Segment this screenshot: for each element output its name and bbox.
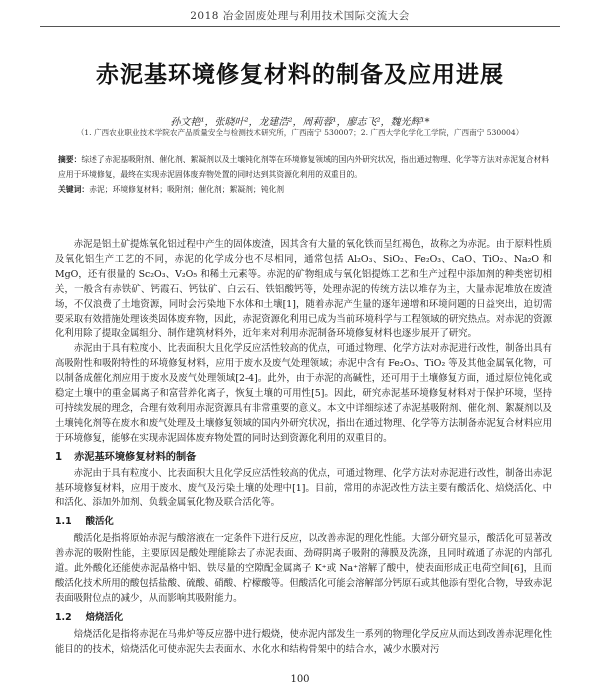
subsection-1-1-title: 酸活化 <box>85 516 114 528</box>
section-1-title: 赤泥基环境修复材料的制备 <box>74 451 197 463</box>
subsection-1-1-number: 1.1 <box>55 516 72 528</box>
keywords-paragraph <box>58 182 550 197</box>
abstract-label: 摘要： <box>58 155 82 164</box>
keywords-text: 赤泥；环境修复材料；吸附剂；催化剂；絮凝剂；钝化剂 <box>89 185 285 194</box>
running-header: 2018 冶金固废处理与利用技术国际交流大会 <box>40 8 560 27</box>
subsection-1-2-heading <box>55 611 552 626</box>
abstract-text: 综述了赤泥基吸附剂、催化剂、絮凝剂以及土壤钝化剂等在环境修复领域的国内外研究状况，指出通过物理、化学等方法对赤泥复合材料应用于环境修复，最终在实现赤泥固体废弃物处置的同时达到其资源化利用的双重目的。 <box>58 155 550 179</box>
subsection-1-2-title: 焙烧活化 <box>85 611 124 623</box>
subsection-1-2-number: 1.2 <box>55 611 72 623</box>
abstract-block <box>58 152 550 197</box>
section-1-heading <box>55 451 552 466</box>
subsection-1-1-paragraph: 酸活化是指将原始赤泥与酸溶液在一定条件下进行反应，以改善赤泥的理化性能。大部分研究显示，酸活化可显著改善赤泥的吸附性能，主要原因是酸处理能除去了赤泥表面、劲碍阴离子吸附的薄膜及洗涤，且同时疏通了赤泥的内部孔道。此外酸化还能使赤泥晶格中铝、铁尽量的空隙配金属离子 K⁺或 Na⁺溶解了酸中，使表面形成正电荷空间[6]，且而酸活化技术所用的酸包括盐酸、硫酸、硝酸、柠檬酸等。但酸活化可能会溶解部分钙原石或其他添有型化合物，导致赤泥表面吸附位点的减少，从而影响其吸附能力。 <box>55 533 552 604</box>
section-1-paragraph: 赤泥由于具有粒度小、比表面积大且化学反应活性较高的优点，可通过物理、化学方法对赤泥进行改性，制备出赤泥基环境修复材料，应用于废水、废气及污染土壤的处理中[1]。目前，常用的赤泥改性方法主要有酸活化、焙烧活化、中和活化、添加外加剂、负载金属氧化物及联合活化等。 <box>55 467 552 509</box>
intro-paragraph-1: 赤泥是铝土矿提炼氧化铝过程中产生的固体废渣，因其含有大量的氧化铁而呈红褐色，故称之为赤泥。由于原料性质及氧化铝生产工艺的不同，赤泥的化学成分也不尽相同，通常包括 Al₂O₃、SiO₂、Fe₂O₃、CaO、TiO₂、Na₂O 和 MgO，还有很量的 Sc₂O₃、V₂O₅ 和稀土元素等。赤泥的矿物组成与氧化铝提炼工艺和生产过程中添加剂的种类密切相关，一般含有赤铁矿、钙霞石、钙钛矿、白云石、铁铝酸钙等，处理赤泥的传统方法以堆存为主，大量赤泥堆放在废渣场，不仅浪费了土地资源，同时会污染地下水体和土壤[1]，随着赤泥产生量的逐年递增和环境问题的日益突出，迫切需要采取有效措施处理该类固体废弃物，因此，赤泥资源化利用已成为当前环境科学与工程领域的研究热点。对赤泥的资源化利用除了提取金属组分、制作建筑材料外，近年来对利用赤泥制备环境修复材料也逐步展开了研究。 <box>55 239 552 340</box>
affiliation: （1. 广西农业职业技术学院农产品质量安全与检测技术研究所，广西南宁 530007；2. 广西大学化学化工学院，广西南宁 530004） <box>76 128 524 137</box>
section-1-number: 1 <box>55 451 63 463</box>
intro-paragraph-2: 赤泥由于具有粒度小、比表面积大且化学反应活性较高的优点，可通过物理、化学方法对赤泥进行改性，制备出具有高吸附性和吸附特性的环境修复材料，应用于废水及废气处理领域；赤泥中含有 Fe₂O₃、TiO₂ 等及其他金属氧化物，可以制备成催化剂应用于废水及废气处理领域[2-4]。此外，由于赤泥的高碱性，还可用于土壤修复方面，通过原位钝化或稳定土壤中的重金属离子和富营养化离子，恢复土壤的可用性[5]。因此，研究赤泥基环境修复材料对于保护环境，坚持可持续发展的理念，合理有效利用赤泥资源具有非常重要的意义。本文中详细综述了赤泥基吸附剂、催化剂、絮凝剂以及土壤钝化剂等在废水和废气处理及土壤修复领域的国内外研究状况，指出在通过物理、化学等方法制备赤泥复合材料应用于环境修复，能够在实现赤泥固体废弃物处置的同时达到资源化利用的双重目的。 <box>55 343 552 444</box>
abstract-paragraph <box>58 152 550 182</box>
keywords-label: 关键词： <box>58 185 90 194</box>
paper-title: 赤泥基环境修复材料的制备及应用进展 <box>96 62 504 88</box>
subsection-1-2-paragraph: 焙烧活化是指将赤泥在马弗炉等反应器中进行煅烧，使赤泥内部发生一系列的物理化学反应从而达到改善赤泥理化性能目的的技术，焙烧活化可使赤泥失去表面水、水化水和结构骨架中的结合水，减少水膜对污 <box>55 628 552 655</box>
page-number: 100 <box>290 674 310 685</box>
author-list: 孙文艳¹，张晓叶²，龙建浩²，周莉蓉¹，廖志飞²，魏光辉¹* <box>170 117 430 128</box>
body-text <box>55 238 552 657</box>
subsection-1-1-heading <box>55 515 552 530</box>
